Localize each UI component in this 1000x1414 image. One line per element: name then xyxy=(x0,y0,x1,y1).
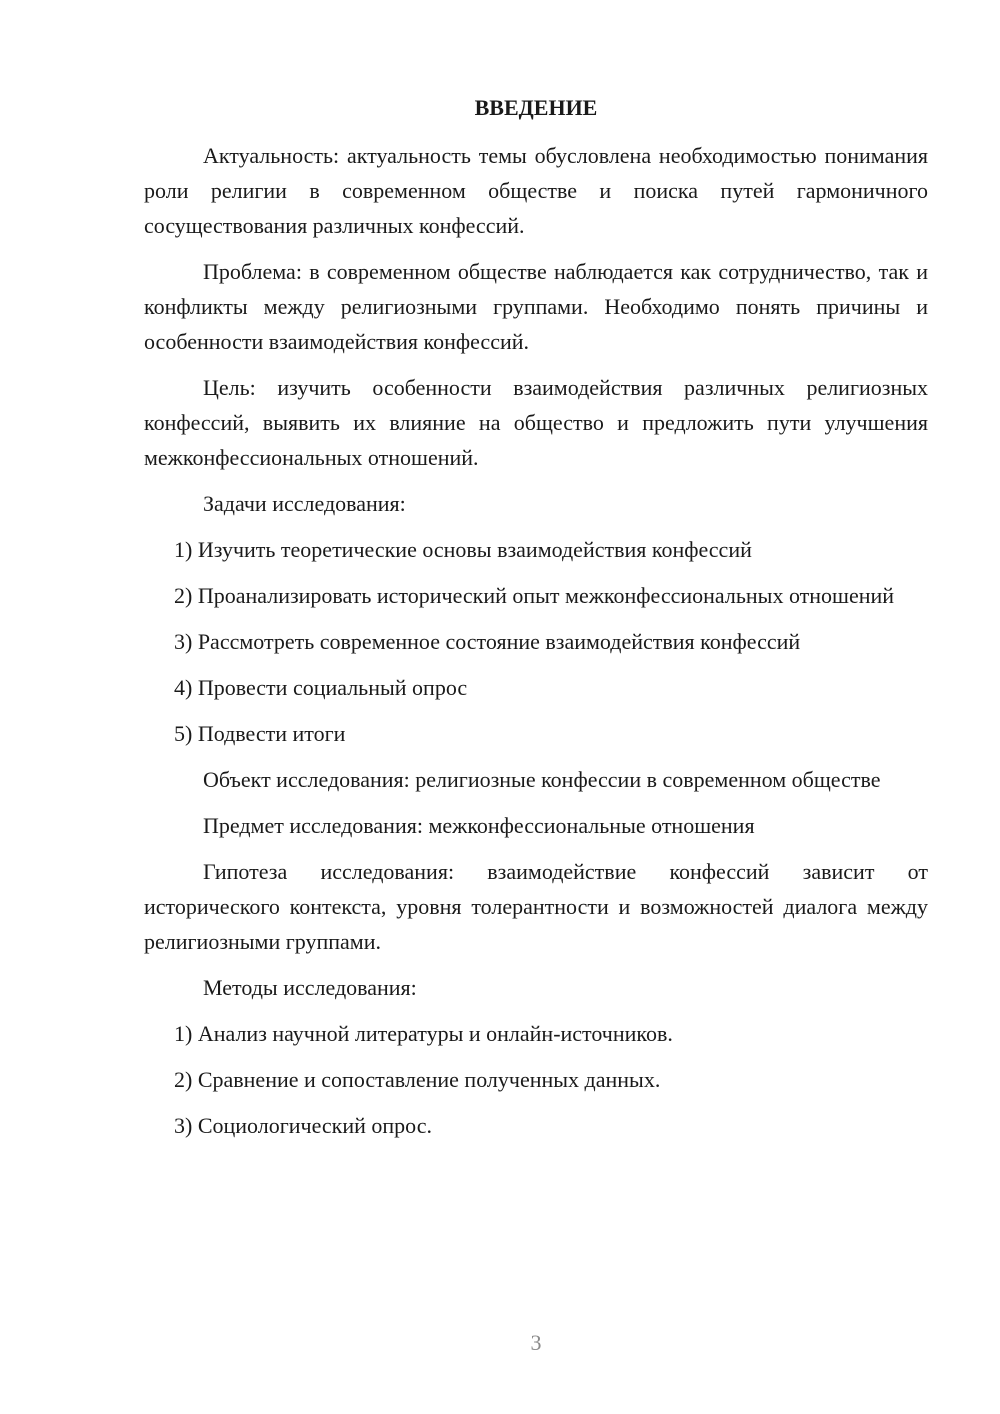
hypothesis-paragraph: Гипотеза исследования: взаимодействие конфессий зависит от исторического контекста, уровня толерантности и возможностей диалога между религиозными группами. xyxy=(144,859,928,954)
relevance-paragraph: Актуальность: актуальность темы обусловлена необходимостью понимания роли религии в современном обществе и поиска путей гармоничного сосуществования различных конфессий. xyxy=(144,143,928,238)
goal-paragraph: Цель: изучить особенности взаимодействия различных религиозных конфессий, выявить их влияние на общество и предложить пути улучшения межконфессиональных отношений. xyxy=(144,375,928,470)
object-paragraph: Объект исследования: религиозные конфессии в современном обществе xyxy=(203,767,881,792)
methods-heading: Методы исследования: xyxy=(203,975,417,1000)
page-number: 3 xyxy=(530,1330,542,1355)
problem-paragraph: Проблема: в современном обществе наблюдается как сотрудничество, так и конфликты между религиозными группами. Необходимо понять причины и особенности взаимодействия конфессий. xyxy=(144,259,928,354)
tasks-heading: Задачи исследования: xyxy=(203,491,406,516)
subject-paragraph: Предмет исследования: межконфессиональные отношения xyxy=(203,813,755,838)
page-content xyxy=(144,88,928,1154)
method-item-3: 3) Социологический опрос. xyxy=(174,1113,432,1138)
section-title: ВВЕДЕНИЕ xyxy=(474,95,598,120)
task-item-4: 4) Провести социальный опрос xyxy=(174,675,468,700)
task-item-3: 3) Рассмотреть современное состояние взаимодействия конфессий xyxy=(174,629,801,654)
task-item-1: 1) Изучить теоретические основы взаимодействия конфессий xyxy=(174,537,752,562)
method-item-1: 1) Анализ научной литературы и онлайн-источников. xyxy=(174,1021,673,1046)
task-item-2: 2) Проанализировать исторический опыт межконфессиональных отношений xyxy=(174,583,895,608)
method-item-2: 2) Сравнение и сопоставление полученных данных. xyxy=(174,1067,661,1092)
task-item-5: 5) Подвести итоги xyxy=(174,721,346,746)
